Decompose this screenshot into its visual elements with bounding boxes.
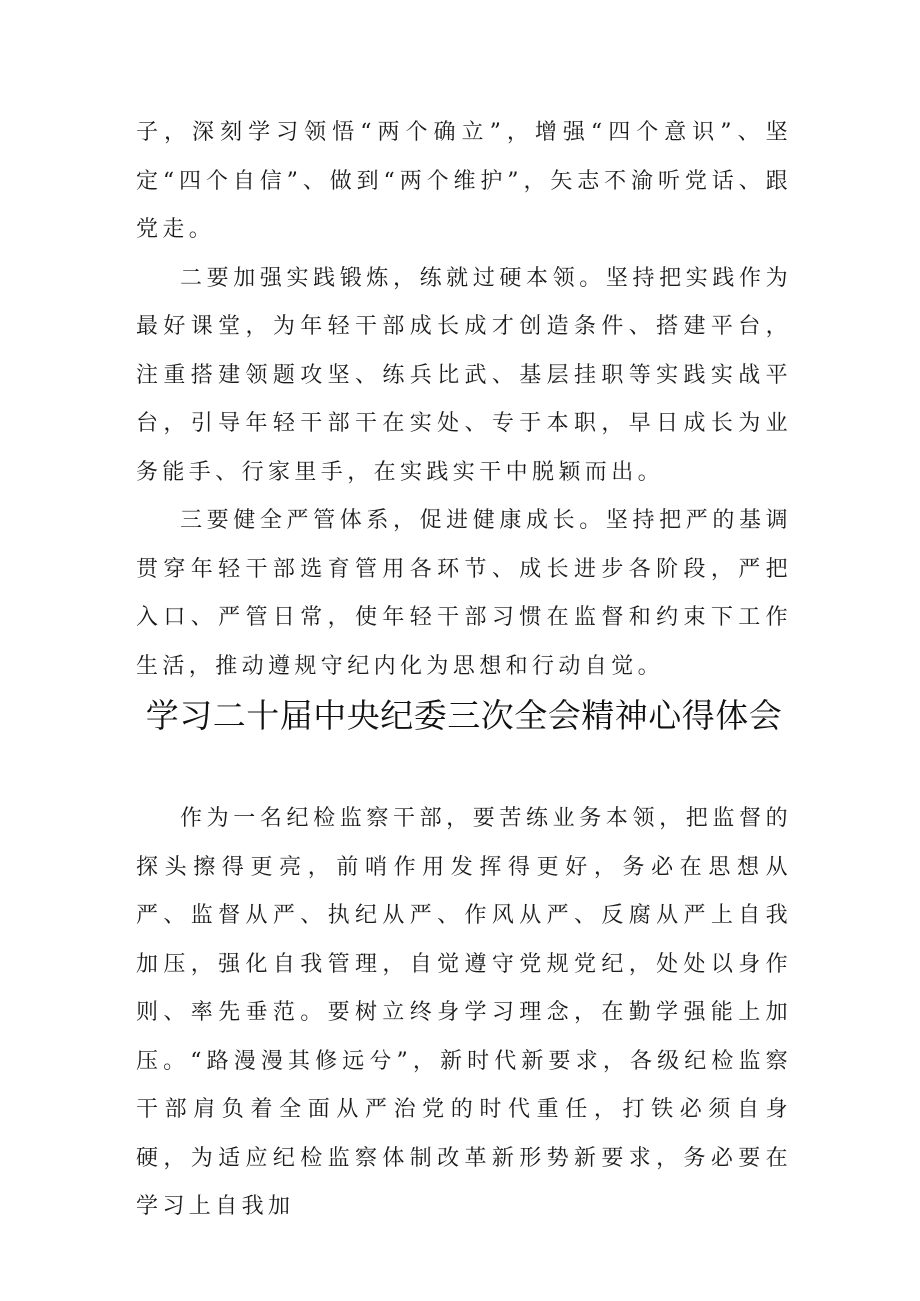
section-two (136, 795, 792, 1232)
article-title: 学习二十届中央纪委三次全会精神心得体会 (145, 696, 783, 735)
paragraph-body: 作为一名纪检监察干部，要苦练业务本领，把监督的探头擦得更亮，前哨作用发挥得更好，务必在思想从严、监督从严、执纪从严、作风从严、反腐从严上自我加压，强化自我管理，自觉遵守党规党纪，处处以身作则、率先垂范。要树立终身学习理念，在勤学强能上加压。“路漫漫其修远兮”，新时代新要求，各级纪检监察干部肩负着全面从严治党的时代重任，打铁必须自身硬，为适应纪检监察体制改革新形势新要求，务必要在学习上自我加 (136, 806, 792, 1219)
paragraph-practice: 二要加强实践锻炼，练就过硬本领。坚持把实践作为最好课堂，为年轻干部成长成才创造条件、搭建平台，注重搭建领题攻坚、练兵比武、基层挂职等实践实战平台，引导年轻干部干在实处、专于本职，早日成长为业务能手、行家里手，在实践实干中脱颖而出。 (136, 265, 792, 485)
section-one (136, 109, 792, 691)
paragraph-supervision: 三要健全严管体系，促进健康成长。坚持把严的基调贯穿年轻干部选育管用各环节、成长进步各阶段，严把入口、严管日常，使年轻干部习惯在监督和约束下工作生活，推动遵规守纪内化为思想和行动自觉。 (136, 508, 792, 679)
paragraph-continued: 子，深刻学习领悟“两个确立”，增强“四个意识”、坚定“四个自信”、做到“两个维护”，矢志不渝听党话、跟党走。 (136, 120, 792, 242)
